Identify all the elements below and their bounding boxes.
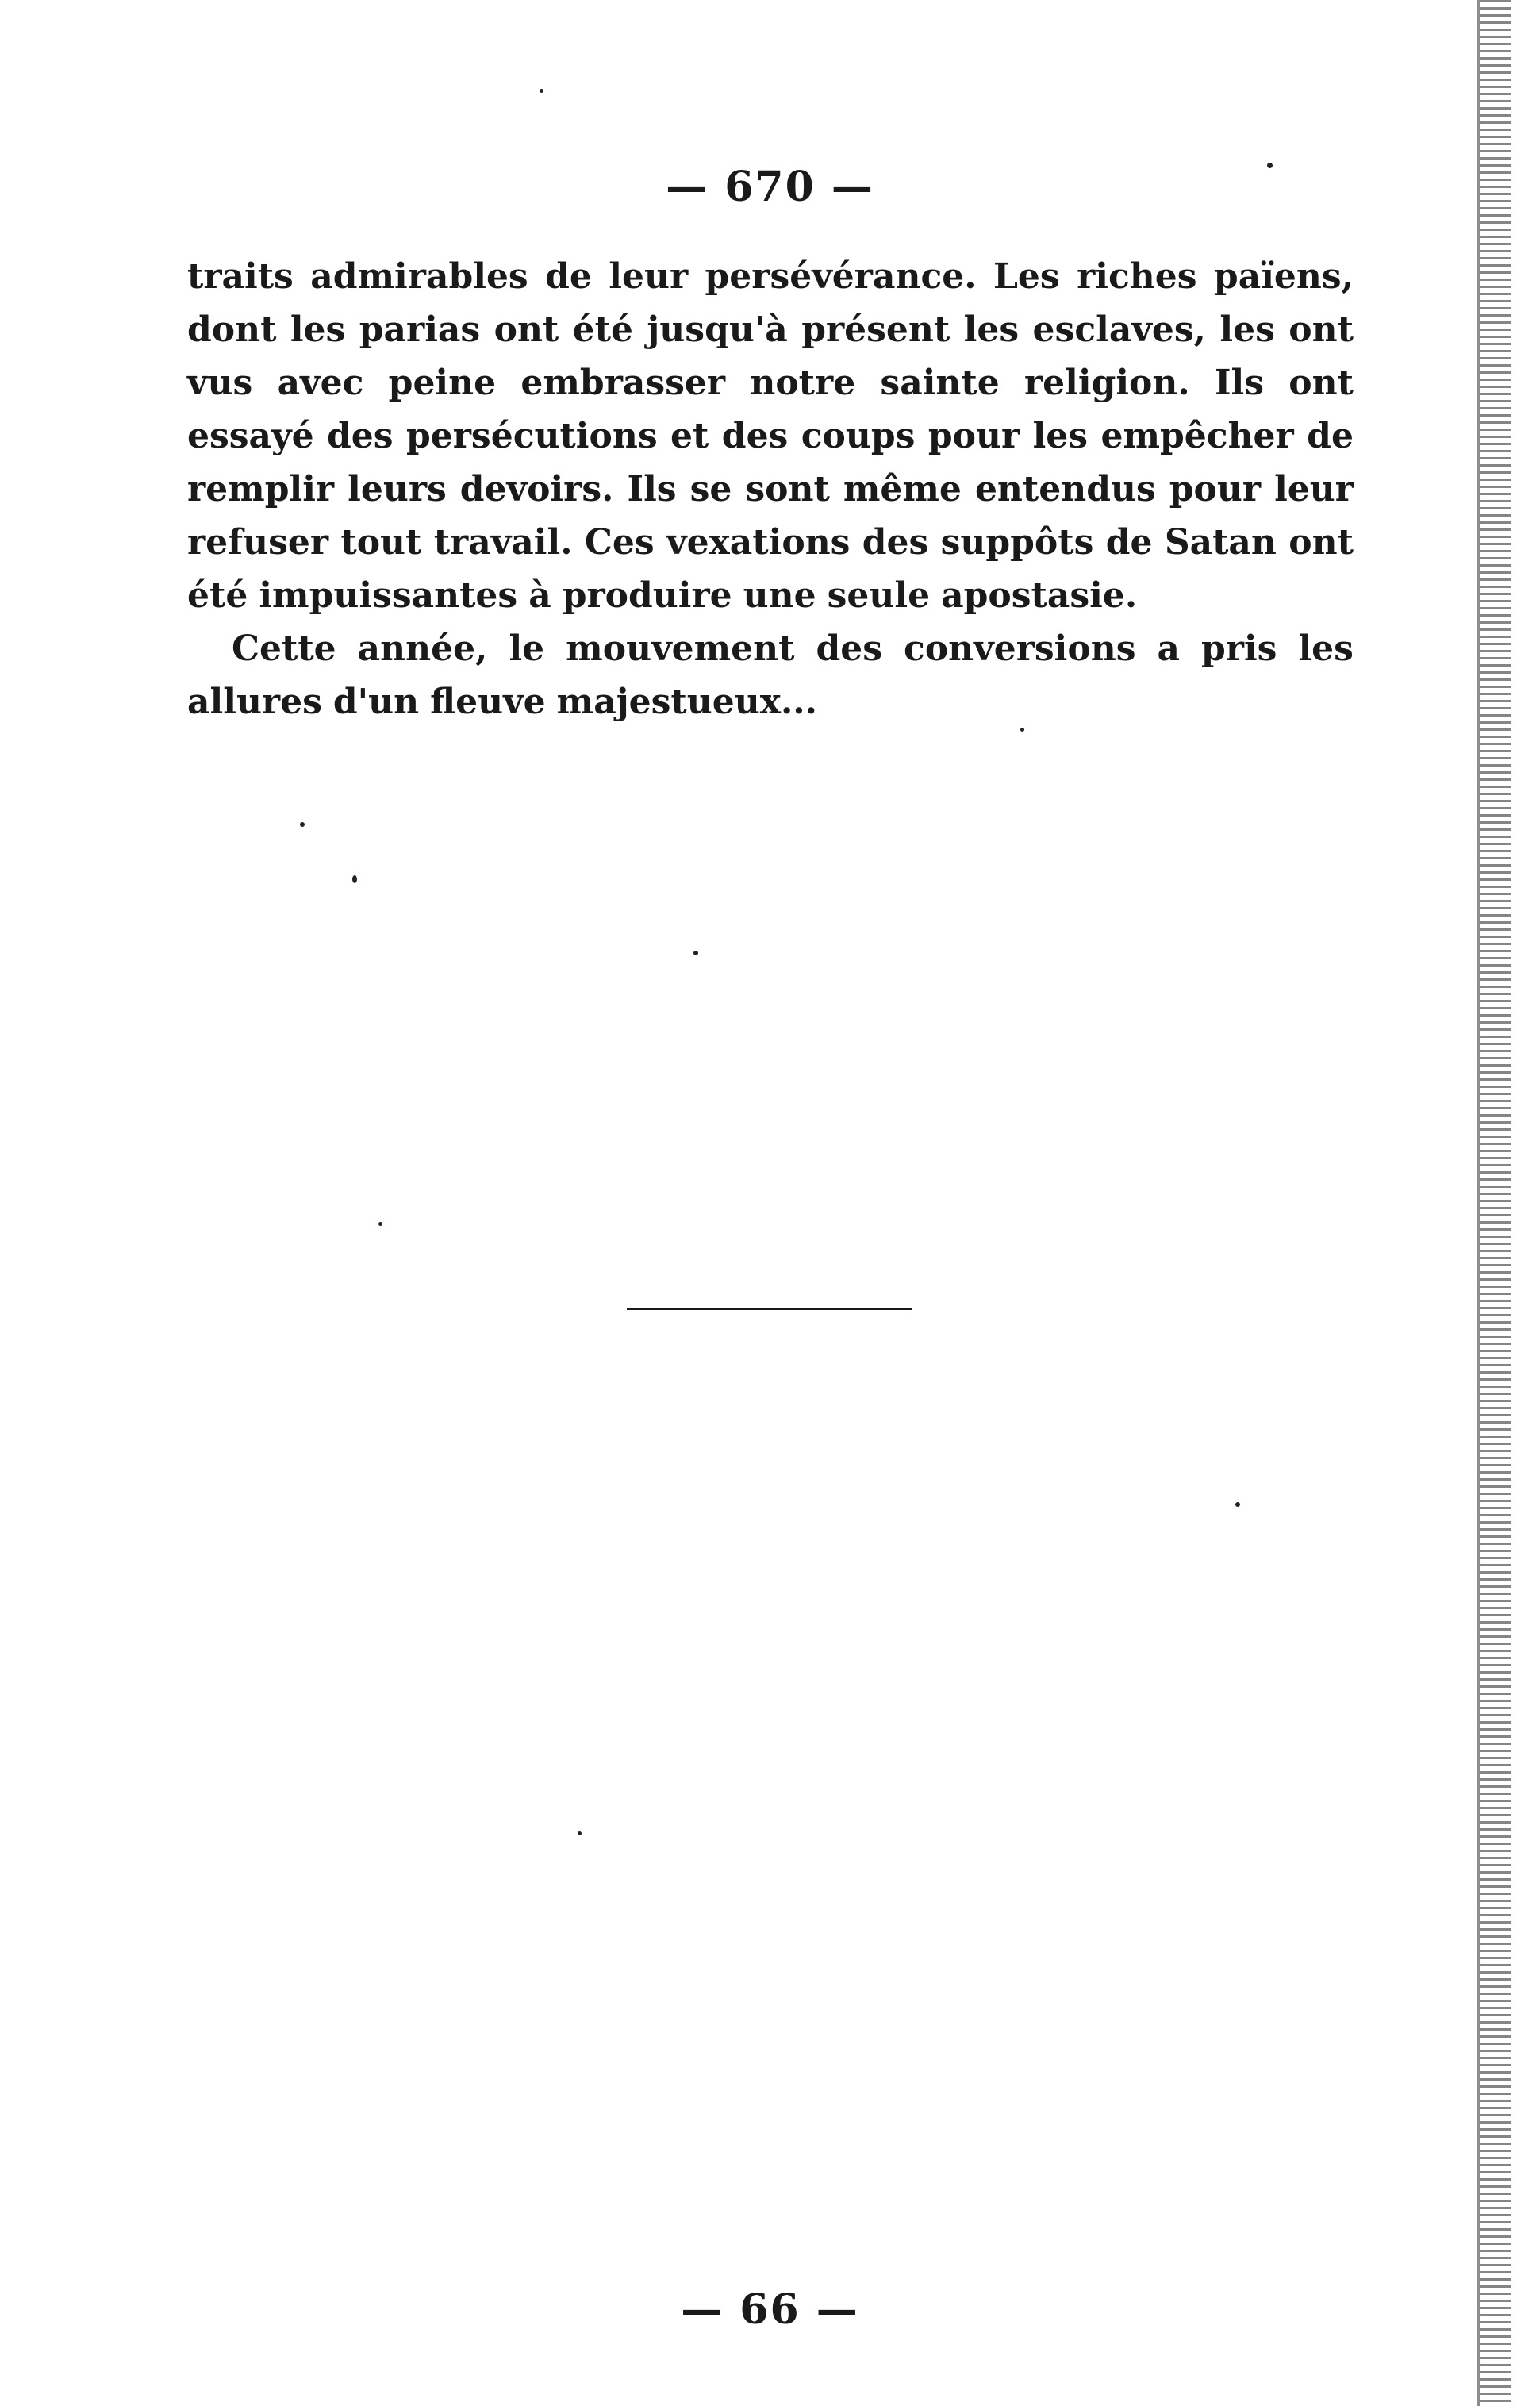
scan-speck	[378, 1222, 382, 1226]
text-line: vus avec peine embrasser notre sainte religion. Ils ont	[187, 363, 1354, 403]
text-line: essayé des persécutions et des coups pour les empêcher de	[187, 416, 1354, 456]
scan-speck	[300, 822, 305, 827]
text-line: allures d'un fleuve majestueux...	[187, 682, 817, 722]
text-line: remplir leurs devoirs. Ils se sont même entendus pour leur	[187, 469, 1354, 509]
bottom-page-number: — 66 —	[681, 2285, 859, 2334]
scan-speck	[1020, 728, 1024, 732]
scan-speck	[540, 89, 543, 93]
text-line: traits admirables de leur persévérance. Les riches païens,	[187, 256, 1354, 297]
scan-speck	[1267, 163, 1273, 168]
section-divider-rule	[627, 1308, 912, 1310]
top-page-number: — 670 —	[666, 163, 874, 211]
text-line: Cette année, le mouvement des conversions a pris les	[232, 628, 1354, 669]
text-line: dont les parias ont été jusqu'à présent les esclaves, les ont	[187, 309, 1354, 350]
scan-speck	[693, 951, 698, 955]
scan-speck	[578, 1831, 582, 1835]
text-line: refuser tout travail. Ces vexations des suppôts de Satan ont	[187, 522, 1354, 563]
binding-edge	[1477, 0, 1511, 2406]
text-line: été impuissantes à produire une seule apostasie.	[187, 575, 1138, 616]
scan-speck	[352, 875, 357, 883]
body-text	[187, 250, 1354, 728]
scan-speck	[1235, 1502, 1240, 1507]
